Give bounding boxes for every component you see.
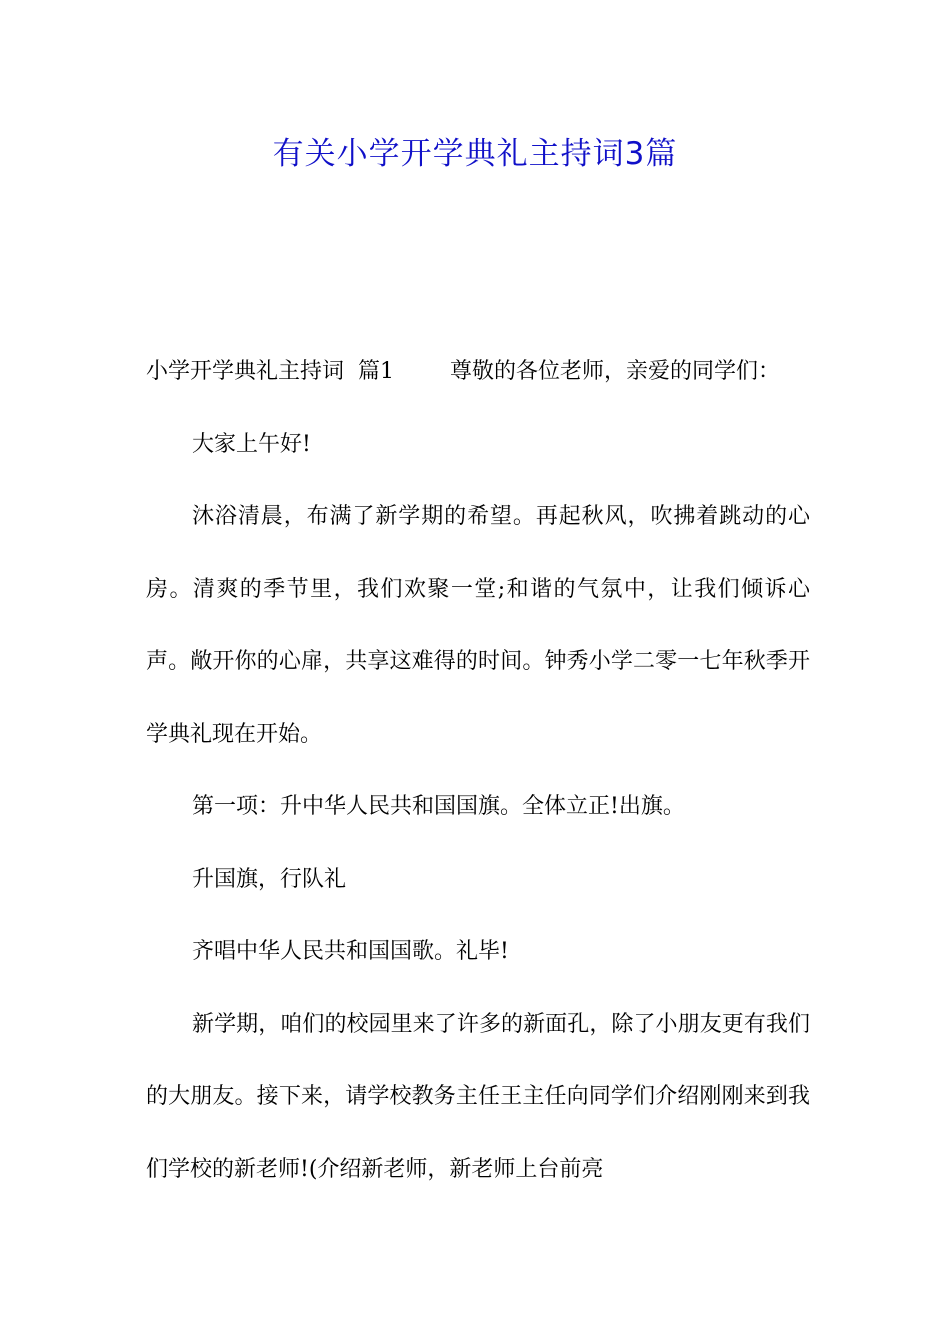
document-title: 有关小学开学典礼主持词3篇 — [272, 136, 678, 172]
paragraph-new-teachers: 新学期，咱们的校园里来了许多的新面孔，除了小朋友更有我们的大朋友。接下来，请学校教务主任王主任向同学们介绍刚刚来到我们学校的新老师!(介绍新老师，新老师上台前亮 — [146, 1011, 810, 1182]
paragraph-greeting: 大家上午好! — [192, 431, 311, 457]
section-heading: 小学开学典礼主持词 篇1 — [146, 359, 394, 384]
document-body — [146, 336, 810, 1206]
paragraph-flag-raising: 升国旗，行队礼 — [192, 866, 347, 892]
paragraph-item-one: 第一项：升中华人民共和国国旗。全体立正!出旗。 — [192, 794, 685, 819]
section-heading-line — [146, 336, 810, 409]
paragraph-anthem: 齐唱中华人民共和国国歌。礼毕! — [192, 939, 509, 964]
paragraph-opening: 沐浴清晨，布满了新学期的希望。再起秋风，吹拂着跳动的心房。清爽的季节里，我们欢聚一堂;和谐的气氛中，让我们倾诉心声。敞开你的心扉，共享这难得的时间。钟秀小学二零一七年秋季开学典礼现在开始。 — [146, 504, 810, 747]
salutation: 尊敬的各位老师，亲爱的同学们： — [449, 359, 780, 384]
